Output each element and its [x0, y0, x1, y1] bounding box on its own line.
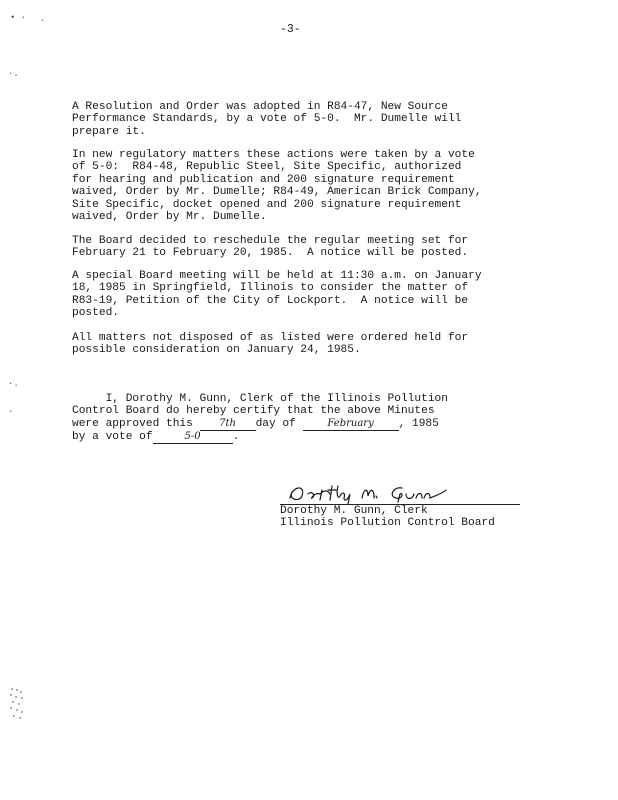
text-fragment: , 1985 [398, 417, 439, 430]
text-line: All matters not disposed of as listed were ordered held for [72, 332, 469, 344]
text-line: In new regulatory matters these actions were taken by a vote [72, 149, 475, 161]
signer-name: Dorothy M. Gunn, Clerk [280, 505, 428, 517]
text-line: for hearing and publication and 200 signature requirement [72, 173, 455, 186]
text-fragment: . [232, 430, 240, 443]
text-line: of 5-0: R84-48, Republic Steel, Site Specific, authorized [72, 161, 462, 174]
text-line: waived, Order by Mr. Dumelle; R84-49, American Brick Company, [72, 186, 482, 199]
vote-line [72, 431, 542, 444]
month-blank: February [303, 419, 399, 431]
text-line: posted. [72, 307, 119, 320]
text-line: Site Specific, docket opened and 200 signature requirement [72, 198, 462, 211]
paragraph-regulatory-matters [72, 149, 542, 223]
margin-mark: ·. [8, 69, 19, 79]
margin-mark: · [40, 16, 46, 26]
text-fragment: day of [255, 417, 303, 430]
vote-blank: 5-0 [153, 432, 233, 444]
text-line: A Resolution and Order was adopted in R84-47, New Source [72, 101, 448, 113]
margin-mark: ·. [8, 379, 19, 389]
day-blank: 7th [200, 419, 256, 431]
text-line: A special Board meeting will be held at 11:30 a.m. on January [72, 270, 482, 282]
margin-mark: · [8, 407, 14, 417]
text-fragment: by a vote of [72, 430, 153, 443]
handwritten-signature [284, 478, 454, 506]
paragraph-special-meeting [72, 270, 542, 320]
text-line: waived, Order by Mr. Dumelle. [72, 211, 267, 224]
text-fragment: were approved this [72, 417, 200, 430]
text-line: Performance Standards, by a vote of 5-0. Mr. Dumelle will [72, 113, 462, 126]
paragraph-held-matters [72, 332, 542, 357]
text-line: R83-19, Petition of the City of Lockport. A notice will be [72, 294, 469, 307]
paragraph-reschedule [72, 235, 542, 260]
margin-mark: • · [10, 13, 27, 23]
signature-block [280, 476, 520, 530]
text-line: 18, 1985 in Springfield, Illinois to consider the matter of [72, 282, 469, 295]
text-line: The Board decided to reschedule the regular meeting set for [72, 235, 469, 247]
text-line: prepare it. [72, 125, 146, 138]
paragraph-resolution [72, 101, 542, 138]
text-line: I, Dorothy M. Gunn, Clerk of the Illinois Pollution [72, 393, 448, 405]
filing-stamp-mark [8, 686, 26, 722]
signer-title: Illinois Pollution Control Board [280, 517, 495, 530]
page-number: -3- [280, 23, 301, 36]
certification-block [72, 393, 542, 444]
text-line: February 21 to February 20, 1985. A notice will be posted. [72, 247, 469, 260]
text-line: possible consideration on January 24, 1985. [72, 344, 361, 357]
text-line: Control Board do hereby certify that the above Minutes [72, 405, 435, 418]
approval-date-line [72, 418, 542, 431]
signature-line [280, 476, 520, 505]
